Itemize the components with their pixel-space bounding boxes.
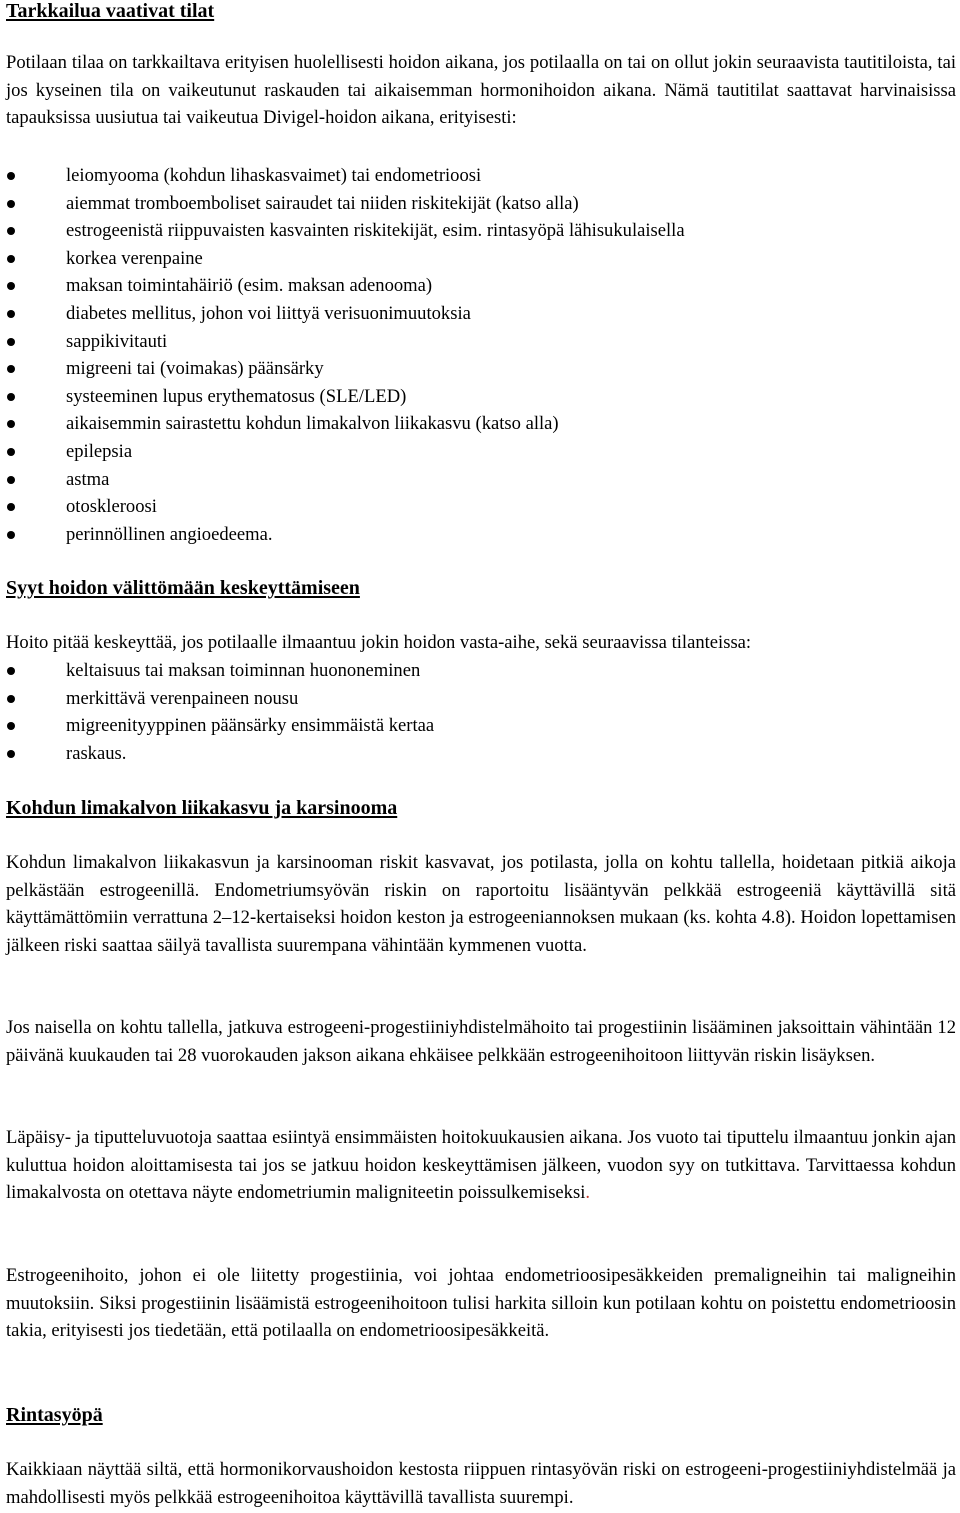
paragraph-progestin-combination: Jos naisella on kohtu tallella, jatkuva estrogeeni-progestiiniyhdistelmähoito tai progestiinin lisääminen jaksoittain vähintään 12 päivänä kuukauden tai 28 vuorokauden jakson aikana ehkäisee pelkkään estrogeenihoitoon liittyvän riskin lisäyksen. <box>6 1017 956 1066</box>
list-item: perinnöllinen angioedeema. <box>6 521 956 549</box>
heading-endometrial-hyperplasia: Kohdun limakalvon liikakasvu ja karsinooma <box>6 797 398 819</box>
list-discontinuation-reasons <box>6 657 956 767</box>
paragraph-monitoring-intro: Potilaan tilaa on tarkkailtava erityisen huolellisesti hoidon aikana, jos potilaalla on tai on ollut jokin seuraavista tautitiloista, tai jos kyseinen tila on vaikeutunut raskauden tai aikaisemman hormonihoidon aikana. Nämä tautitilat saattavat harvinaisissa tapauksissa uusiutua tai vaikeutua Divigel-hoidon aikana, erityisesti: <box>6 52 956 128</box>
list-item: korkea verenpaine <box>6 245 956 273</box>
list-item: aiemmat tromboemboliset sairaudet tai niiden riskitekijät (katso alla) <box>6 190 956 218</box>
heading-discontinuation-reasons: Syyt hoidon välittömään keskeyttämiseen <box>6 577 360 599</box>
list-item: merkittävä verenpaineen nousu <box>6 685 956 713</box>
list-item: estrogeenistä riippuvaisten kasvainten riskitekijät, esim. rintasyöpä lähisukulaisella <box>6 217 956 245</box>
list-item: systeeminen lupus erythematosus (SLE/LED) <box>6 383 956 411</box>
list-item: sappikivitauti <box>6 328 956 356</box>
list-item: astma <box>6 466 956 494</box>
paragraph-bleeding-period: . <box>585 1182 591 1203</box>
list-item: keltaisuus tai maksan toiminnan huononeminen <box>6 657 956 685</box>
paragraph-discontinuation-intro: Hoito pitää keskeyttää, jos potilaalle ilmaantuu jokin hoidon vasta-aihe, sekä seuraavissa tilanteissa: <box>6 632 752 653</box>
paragraph-bleeding-text: Läpäisy- ja tiputteluvuotoja saattaa esiintyä ensimmäisten hoitokuukausien aikana. Jos vuoto tai tiputtelu ilmaantuu jonkin ajan kuluttua hoidon aloittamisesta tai jos se jatkuu hoidon keskeyttämisen jälkeen, vuodon syy on tutkittava. Tarvittaessa kohdun limakalvosta on otettava näyte endometriumin maligniteetin poissulkemiseksi <box>6 1127 956 1203</box>
list-item: migreenityyppinen päänsärky ensimmäistä kertaa <box>6 712 956 740</box>
list-item: raskaus. <box>6 740 956 768</box>
paragraph-endometrial-risk: Kohdun limakalvon liikakasvun ja karsinooman riskit kasvavat, jos potilasta, jolla on kohtu tallella, hoidetaan pitkiä aikoja pelkästään estrogeenillä. Endometriumsyövän riskin on raportoitu lisääntyvän pelkkää estrogeeniä käyttävillä sitä käyttämättömiin verrattuna 2–12-kertaiseksi hoidon keston ja estrogeeniannoksen mukaan (ks. kohta 4.8). Hoidon lopettamisen jälkeen riski saattaa säilyä tavallista suurempana vähintään kymmenen vuotta. <box>6 852 956 956</box>
paragraph-endometriosis: Estrogeenihoito, johon ei ole liitetty progestiinia, voi johtaa endometrioosipesäkkeiden premaligneihin tai maligneihin muutoksiin. Siksi progestiinin lisäämistä estrogeenihoitoon tulisi harkita silloin kun potilaan kohtu on poistettu endometrioosin takia, erityisesti jos tiedetään, että potilaalla on endometrioosipesäkkeitä. <box>6 1265 956 1341</box>
paragraph-bleeding <box>6 1124 956 1207</box>
list-item: leiomyooma (kohdun lihaskasvaimet) tai endometrioosi <box>6 162 956 190</box>
list-item: migreeni tai (voimakas) päänsärky <box>6 355 956 383</box>
list-monitoring-conditions <box>6 162 956 548</box>
heading-monitoring-conditions: Tarkkailua vaativat tilat <box>6 0 215 22</box>
paragraph-breast-cancer: Kaikkiaan näyttää siltä, että hormonikorvaushoidon kestosta riippuen rintasyövän riski on estrogeeni-progestiiniyhdistelmää ja mahdollisesti myös pelkkää estrogeenihoitoa käyttävillä tavallista suurempi. <box>6 1459 956 1508</box>
heading-breast-cancer: Rintasyöpä <box>6 1404 103 1426</box>
list-item: maksan toimintahäiriö (esim. maksan adenooma) <box>6 272 956 300</box>
list-item: aikaisemmin sairastettu kohdun limakalvon liikakasvu (katso alla) <box>6 410 956 438</box>
list-item: epilepsia <box>6 438 956 466</box>
list-item: diabetes mellitus, johon voi liittyä verisuonimuutoksia <box>6 300 956 328</box>
list-item: otoskleroosi <box>6 493 956 521</box>
